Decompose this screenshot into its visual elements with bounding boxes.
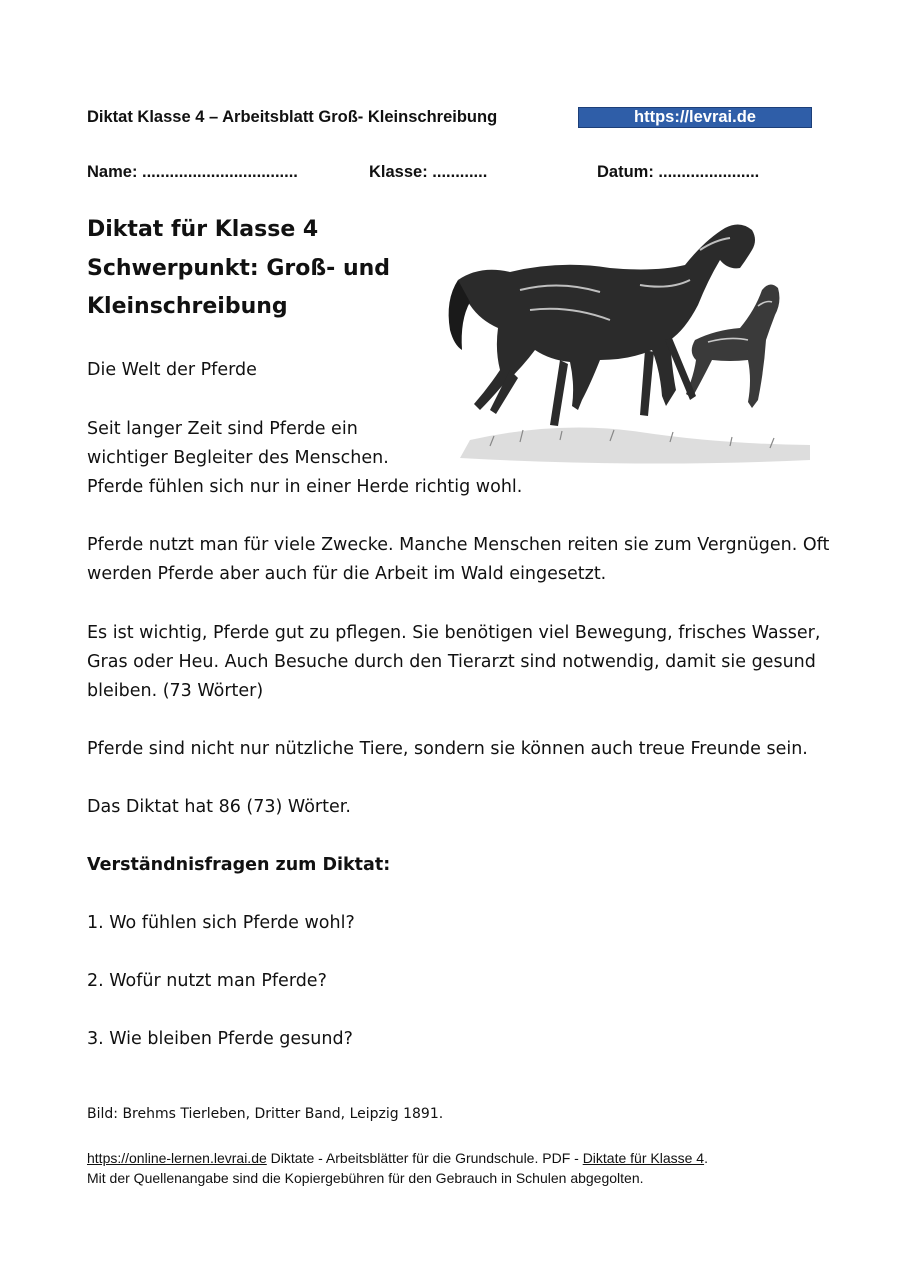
paragraph-3-line-2: Gras oder Heu. Auch Besuche durch den Tierarzt sind notwendig, damit sie gesund (87, 652, 816, 672)
footer-line-2: Mit der Quellenangabe sind die Kopiergebühren für den Gebrauch in Schulen abgegolten. (87, 1170, 644, 1186)
paragraph-1-line-2: wichtiger Begleiter des Menschen. (87, 448, 389, 468)
question-3: 3. Wie bleiben Pferde gesund? (87, 1029, 353, 1049)
heading-line-1: Diktat für Klasse 4 (87, 217, 319, 242)
footer-line-1 (87, 1150, 708, 1166)
story-title: Die Welt der Pferde (87, 360, 257, 380)
footer-link-online-lernen[interactable]: https://online-lernen.levrai.de (87, 1150, 267, 1166)
paragraph-1-line-1: Seit langer Zeit sind Pferde ein (87, 419, 358, 439)
klasse-field: Klasse: ............ (369, 163, 488, 181)
website-url-box[interactable]: https://levrai.de (578, 107, 812, 128)
image-credit: Bild: Brehms Tierleben, Dritter Band, Leipzig 1891. (87, 1106, 444, 1122)
paragraph-3-line-1: Es ist wichtig, Pferde gut zu pflegen. Sie benötigen viel Bewegung, frisches Wasser, (87, 623, 821, 643)
paragraph-3-line-3: bleiben. (73 Wörter) (87, 681, 264, 701)
questions-heading: Verständnisfragen zum Diktat: (87, 855, 391, 875)
name-field: Name: .................................. (87, 163, 298, 181)
word-count: Das Diktat hat 86 (73) Wörter. (87, 797, 351, 817)
footer-mid-text: Diktate - Arbeitsblätter für die Grundschule. PDF - (266, 1150, 583, 1166)
question-2: 2. Wofür nutzt man Pferde? (87, 971, 327, 991)
datum-field: Datum: ...................... (597, 163, 760, 181)
footer-link-diktate-klasse-4[interactable]: Diktate für Klasse 4 (582, 1150, 705, 1166)
paragraph-2-line-1: Pferde nutzt man für viele Zwecke. Manche Menschen reiten sie zum Vergnügen. Oft (87, 535, 830, 555)
heading-line-3: Kleinschreibung (87, 294, 288, 319)
heading-line-2: Schwerpunkt: Groß- und (87, 256, 391, 281)
question-1: 1. Wo fühlen sich Pferde wohl? (87, 913, 355, 933)
worksheet-header-title: Diktat Klasse 4 – Arbeitsblatt Groß- Kleinschreibung (87, 108, 498, 126)
footer-end: . (704, 1150, 708, 1166)
paragraph-2-line-2: werden Pferde aber auch für die Arbeit im Wald eingesetzt. (87, 564, 607, 584)
paragraph-1-line-3: Pferde fühlen sich nur in einer Herde richtig wohl. (87, 477, 523, 497)
horse-illustration (440, 210, 820, 468)
paragraph-4: Pferde sind nicht nur nützliche Tiere, sondern sie können auch treue Freunde sein. (87, 739, 808, 759)
